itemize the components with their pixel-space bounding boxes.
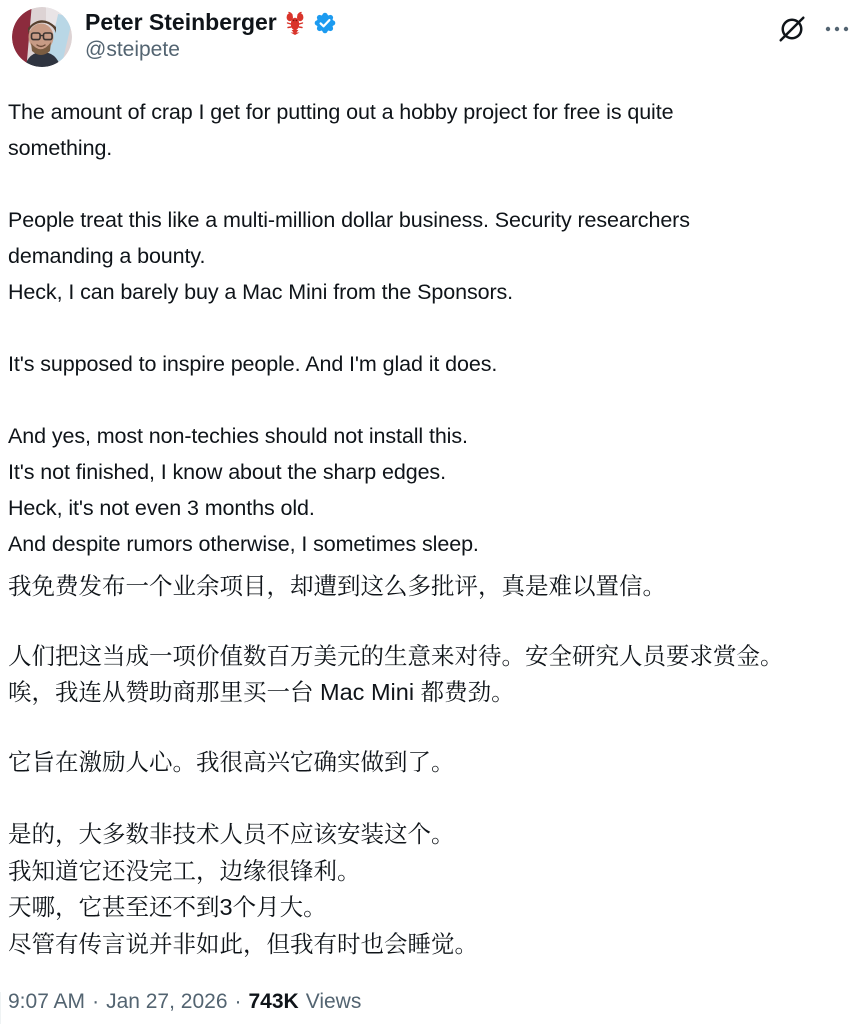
tweet-line: 它旨在激励人心。我很高兴它确实做到了。: [8, 748, 455, 775]
tweet-header: [8, 6, 856, 67]
user-handle[interactable]: @steipete: [85, 38, 180, 61]
paragraph-en-3: [8, 346, 856, 382]
user-identity: [85, 6, 336, 62]
tweet-line: It's not finished, I know about the sharp edges.: [8, 460, 446, 484]
display-name[interactable]: Peter Steinberger: [85, 9, 277, 35]
paragraph-en-4: [8, 418, 856, 562]
tweet-line: 我知道它还没完工，边缘很锋利。: [8, 857, 361, 884]
lobster-icon: [283, 11, 307, 35]
more-options-icon[interactable]: [824, 24, 850, 34]
tweet-text: [8, 94, 856, 962]
tweet-line: demanding a bounty.: [8, 244, 206, 268]
paragraph-zh-1: [8, 568, 856, 605]
meta-separator: ·: [92, 990, 100, 1013]
views-label: Views: [305, 990, 362, 1013]
tweet-line: 我免费发布一个业余项目，却遭到这么多批评，真是难以置信。: [8, 573, 666, 599]
tweet-line: And despite rumors otherwise, I sometimes sleep.: [8, 532, 479, 556]
verified-badge-icon: [314, 12, 336, 34]
tweet-line: Heck, I can barely buy a Mac Mini from the Sponsors.: [8, 280, 514, 304]
meta-separator: ·: [234, 990, 242, 1013]
tweet-line: 天哪，它甚至还不到3个月大。: [8, 894, 327, 920]
display-name-row: [85, 9, 336, 36]
tweet-line: The amount of crap I get for putting out a hobby project for free is quite: [8, 100, 674, 124]
tweet-line: 尽管有传言说并非如此，但我有时也会睡觉。: [8, 930, 478, 957]
header-actions: [778, 6, 856, 43]
avatar-photo: [12, 7, 72, 67]
tweet-line: 唉，我连从赞助商那里买一台 Mac Mini 都费劲。: [8, 679, 515, 705]
paragraph-en-1: [8, 94, 856, 166]
views-count: 743K: [248, 990, 299, 1013]
tweet-line: something.: [8, 136, 113, 160]
tweet-line: People treat this like a multi-million dollar business. Security researchers: [8, 208, 690, 232]
tweet-line: 是的，大多数非技术人员不应该安装这个。: [8, 821, 455, 847]
grok-icon[interactable]: [778, 15, 806, 43]
tweet-line: Heck, it's not even 3 months old.: [8, 496, 315, 520]
column-left-border: [0, 992, 1, 1024]
paragraph-zh-2: [8, 638, 856, 711]
paragraph-zh-4: [8, 816, 856, 962]
paragraph-en-2: [8, 202, 856, 310]
tweet-line: 人们把这当成一项价值数百万美元的生意来对待。安全研究人员要求赏金。: [8, 642, 784, 669]
avatar[interactable]: [12, 7, 72, 67]
tweet-meta: [8, 989, 856, 1014]
paragraph-zh-3: [8, 744, 856, 781]
timestamp-time: 9:07 AM: [8, 990, 86, 1013]
tweet-line: It's supposed to inspire people. And I'm glad it does.: [8, 352, 498, 376]
timestamp-date: Jan 27, 2026: [106, 990, 228, 1013]
tweet-line: And yes, most non-techies should not install this.: [8, 424, 468, 448]
